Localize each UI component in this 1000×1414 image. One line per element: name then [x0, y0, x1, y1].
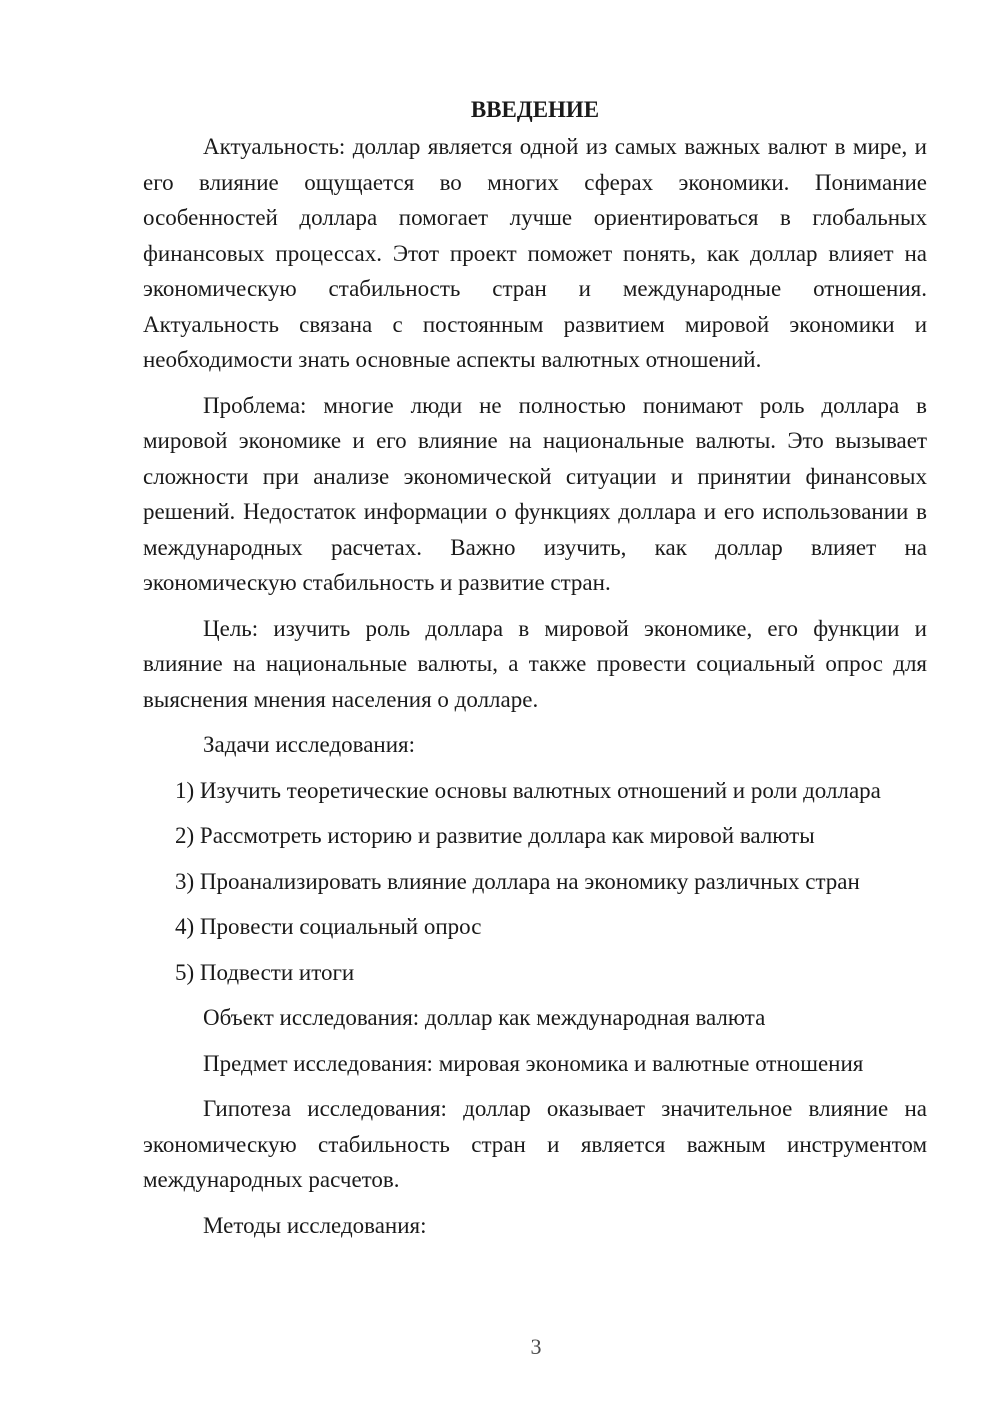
document-page: [143, 92, 927, 1253]
research-object: Объект исследования: доллар как международная валюта: [203, 1005, 766, 1030]
section-heading: ВВЕДЕНИЕ: [470, 97, 600, 122]
task-item-2: 2) Рассмотреть историю и развитие доллара как мировой валюты: [175, 823, 815, 848]
problem-paragraph: Проблема: многие люди не полностью понимают роль доллара в мировой экономике и его влияние на национальные валюты. Это вызывает сложности при анализе экономической ситуации и принятии финансовых решений. Недостаток информации о функциях доллара и его использовании в международных расчетах. Важно изучить, как доллар влияет на экономическую стабильность и развитие стран.: [143, 392, 927, 595]
methods-title: Методы исследования:: [203, 1212, 427, 1238]
page-number: 3: [530, 1334, 542, 1359]
task-item-3: 3) Проанализировать влияние доллара на экономику различных стран: [175, 868, 860, 894]
research-hypothesis: Гипотеза исследования: доллар оказывает значительное влияние на экономическую стабильность стран и является важным инструментом международных расчетов.: [143, 1096, 927, 1192]
tasks-title: Задачи исследования:: [203, 732, 416, 757]
task-item-5: 5) Подвести итоги: [175, 959, 355, 985]
relevance-paragraph: Актуальность: доллар является одной из самых важных валют в мире, и его влияние ощущается во многих сферах экономики. Понимание особенностей доллара помогает лучше ориентироваться в глобальных финансовых процессах. Этот проект поможет понять, как доллар влияет на экономическую стабильность стран и международные отношения. Актуальность связана с постоянным развитием мировой экономики и необходимости знать основные аспекты валютных отношений.: [143, 134, 927, 372]
goal-paragraph: Цель: изучить роль доллара в мировой экономике, его функции и влияние на национальные валюты, а также провести социальный опрос для выяснения мнения населения о долларе.: [143, 615, 927, 712]
task-item-4: 4) Провести социальный опрос: [175, 914, 482, 939]
research-subject: Предмет исследования: мировая экономика и валютные отношения: [203, 1050, 864, 1076]
task-item-1: 1) Изучить теоретические основы валютных отношений и роли доллара: [175, 777, 881, 803]
